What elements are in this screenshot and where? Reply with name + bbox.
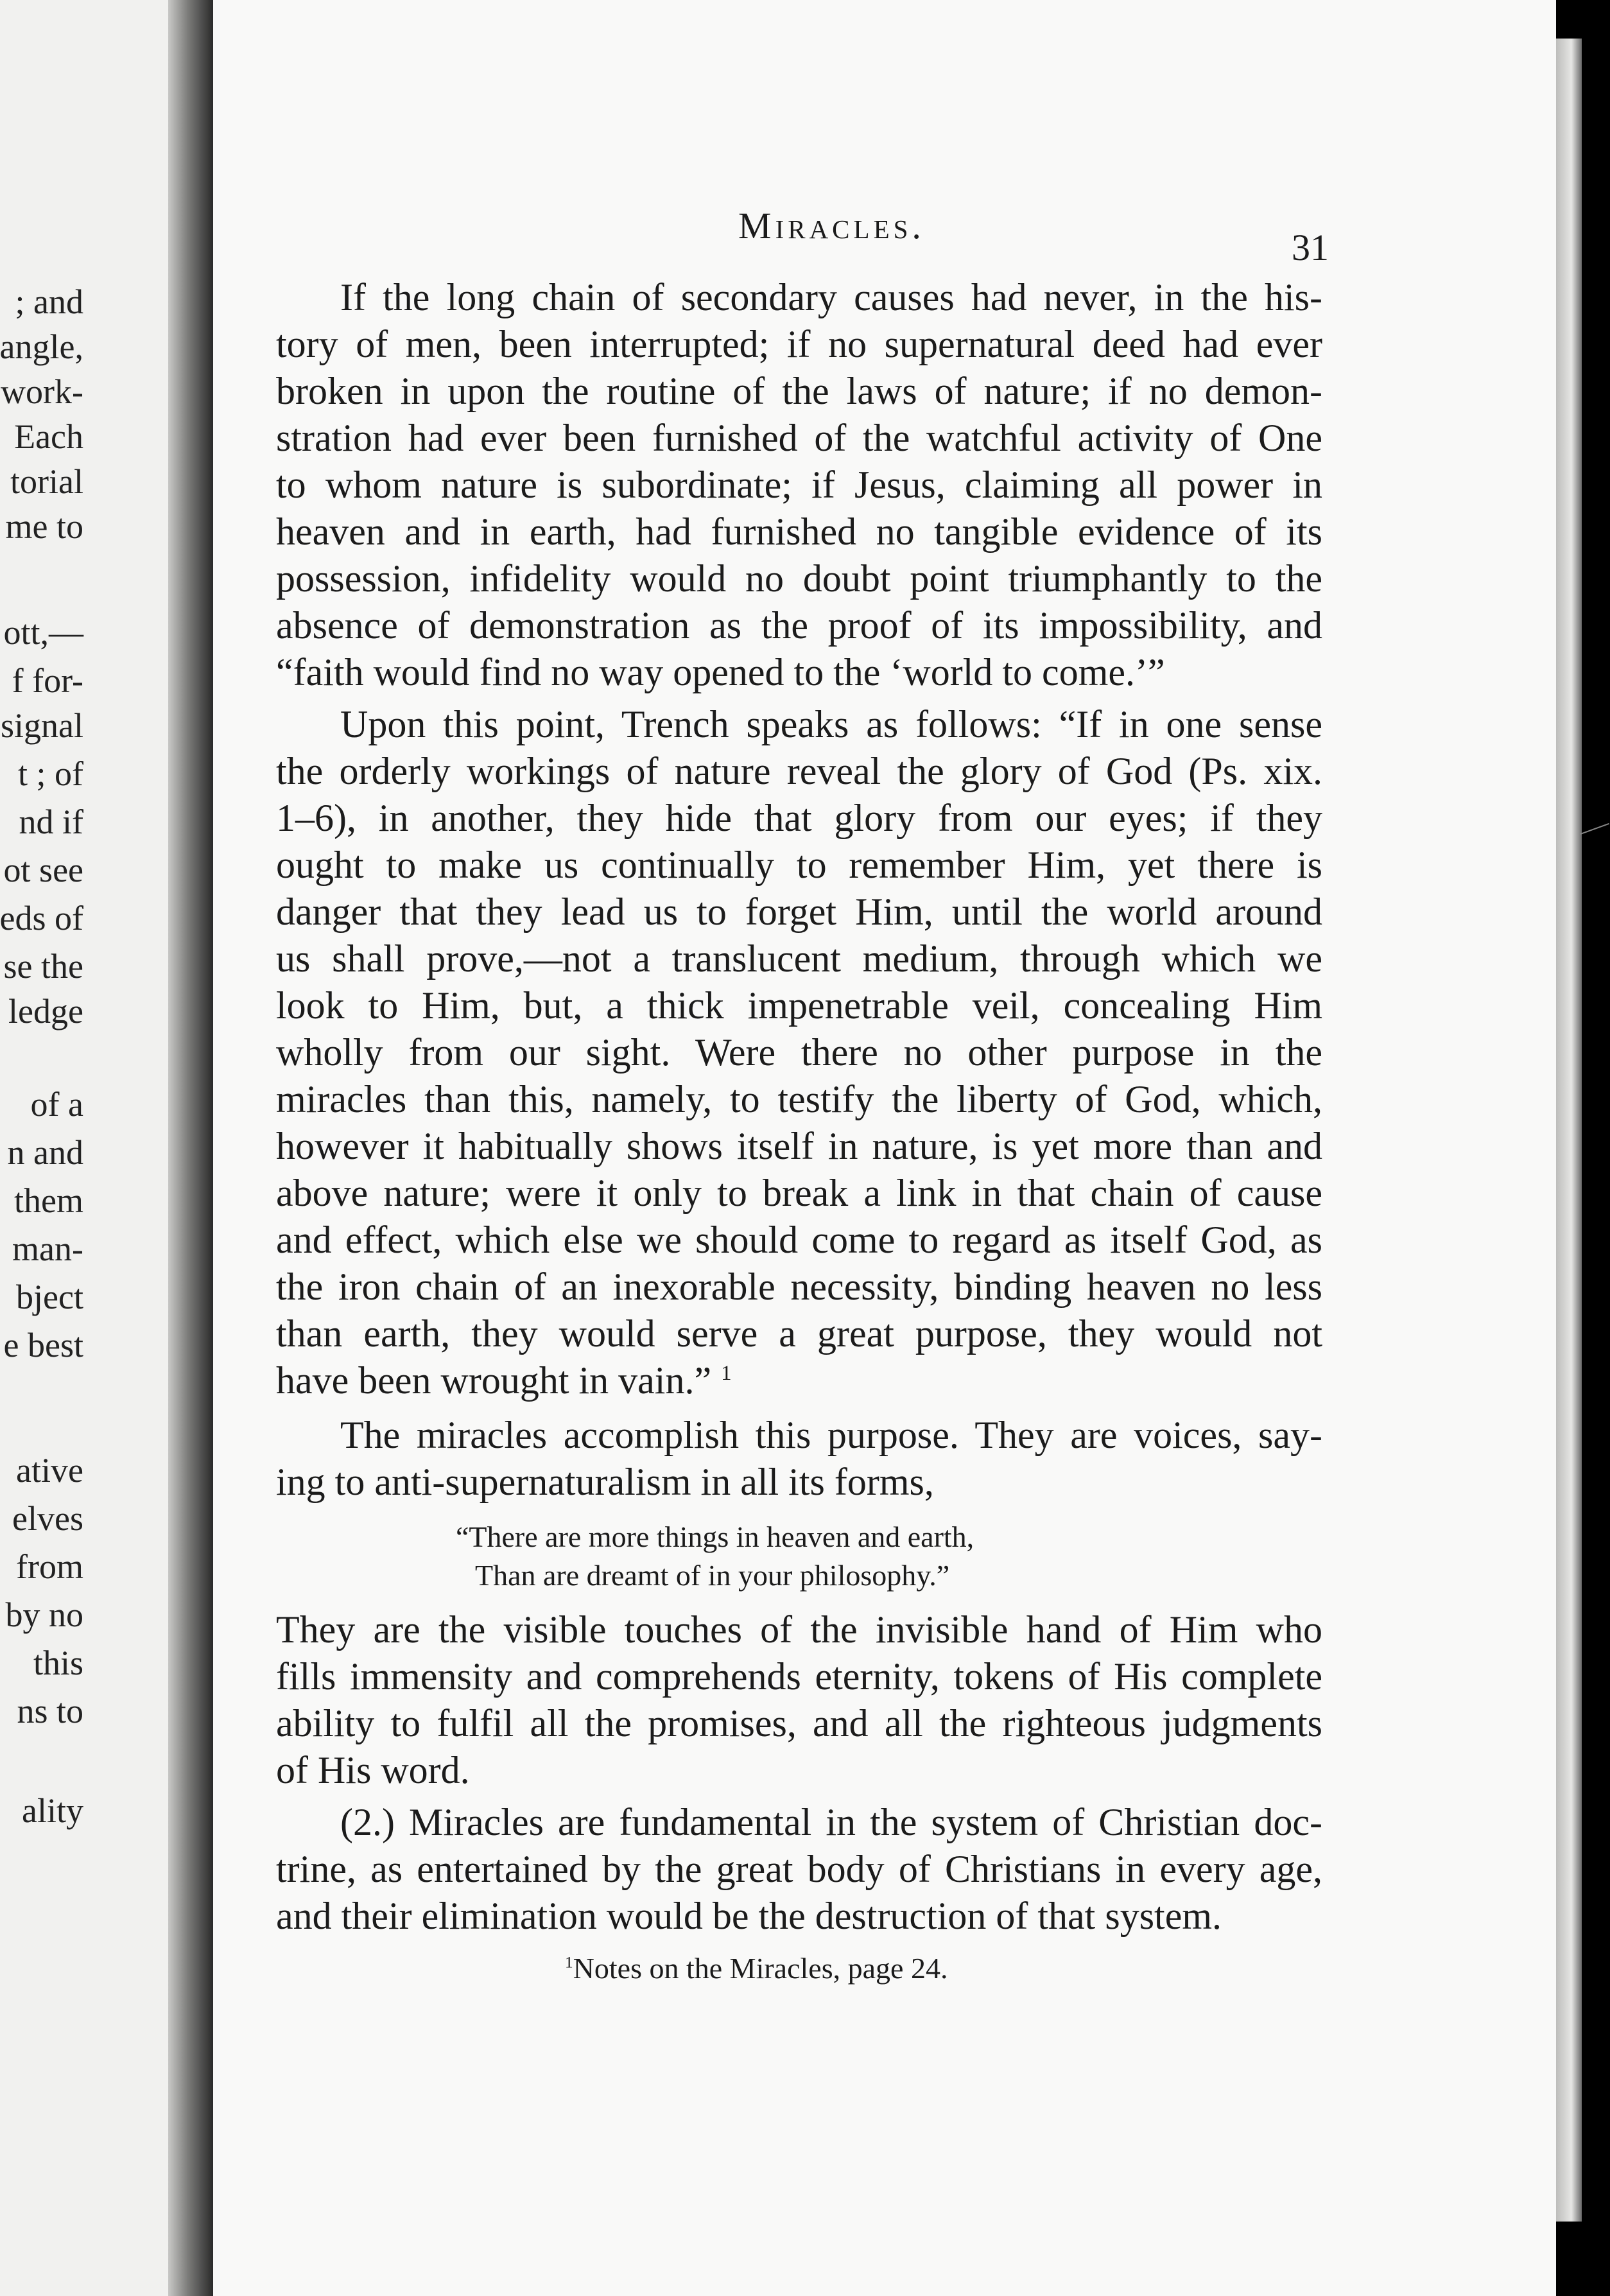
text-line: however it habitually shows itself in nature, is yet more than and: [276, 1125, 1322, 1167]
text-line: stration had ever been furnished of the watchful activity of One: [276, 417, 1322, 459]
verse-line: Than are dreamt of in your philosophy.”: [475, 1559, 950, 1592]
left-page-line: them: [14, 1181, 83, 1220]
footnote-reference: 1: [721, 1362, 732, 1385]
left-page-line: ality: [22, 1791, 83, 1830]
text-line: ing to anti-supernaturalism in all its forms,: [276, 1461, 934, 1503]
text-line: fills immensity and comprehends eternity, tokens of His complete: [276, 1655, 1322, 1698]
text-line: above nature; were it only to break a link in that chain of cause: [276, 1172, 1322, 1214]
text-line: 1–6), in another, they hide that glory from our eyes; if they: [276, 797, 1322, 839]
text-line: tory of men, been interrupted; if no supernatural deed had ever: [276, 323, 1322, 365]
text-line: heaven and in earth, had furnished no tangible evidence of its: [276, 510, 1322, 553]
text-line: trine, as entertained by the great body of Christians in every age,: [276, 1848, 1322, 1890]
running-header: Miracles.: [738, 205, 925, 247]
text-line: wholly from our sight. Were there no other purpose in the: [276, 1031, 1322, 1074]
page-number: 31: [1292, 227, 1329, 268]
text-line: ability to fulfil all the promises, and all the righteous judgments: [276, 1702, 1322, 1744]
text-line: of His word.: [276, 1749, 470, 1791]
left-page-line: ledge: [8, 992, 83, 1031]
left-page-line: elves: [12, 1499, 83, 1538]
left-page-line: ott,—: [3, 613, 83, 652]
text-line: broken in upon the routine of the laws of nature; if no demon-: [276, 370, 1322, 412]
text-line: the iron chain of an inexorable necessity, binding heaven no less: [276, 1265, 1322, 1308]
book-gutter: [168, 0, 213, 2296]
margin-mark: [1580, 823, 1609, 835]
left-page-line: me to: [5, 507, 83, 546]
text-line: ought to make us continually to remember Him, yet there is: [276, 844, 1322, 886]
text-line: the orderly workings of nature reveal the glory of God (Ps. xix.: [276, 750, 1322, 792]
left-page-line: bject: [16, 1278, 83, 1316]
left-page-line: of a: [30, 1085, 83, 1124]
footnote-text: Notes on the Miracles, page 24.: [573, 1952, 948, 1985]
left-page-line: from: [16, 1547, 83, 1586]
left-page-line: angle,: [0, 327, 83, 366]
left-page-line: ative: [16, 1451, 83, 1490]
text-line: and effect, which else we should come to regard as itself God, as: [276, 1219, 1322, 1261]
text-line: “faith would find no way opened to the ‘world to come.’”: [276, 651, 1165, 693]
left-page-line: nd if: [19, 803, 83, 841]
text-line: The miracles accomplish this purpose. They are voices, say-: [340, 1414, 1322, 1456]
left-page-line: by no: [5, 1596, 83, 1634]
text-line: miracles than this, namely, to testify the liberty of God, which,: [276, 1078, 1322, 1120]
left-page-line: ; and: [15, 283, 83, 321]
left-page-line: Each: [14, 417, 83, 456]
text-line: us shall prove,—not a translucent medium, through which we: [276, 937, 1322, 980]
text-line: If the long chain of secondary causes had never, in the his-: [340, 276, 1322, 318]
left-page-line: this: [33, 1644, 83, 1682]
left-page-line: man-: [12, 1230, 83, 1268]
footnote-marker: 1: [565, 1953, 573, 1972]
text-line-with-note: [276, 1359, 732, 1402]
text-line: possession, infidelity would no doubt point triumphantly to the: [276, 557, 1322, 600]
left-page-line: f for-: [12, 661, 83, 700]
text-line: danger that they lead us to forget Him, until the world around: [276, 891, 1322, 933]
left-page-line: se the: [3, 947, 83, 986]
left-page-line: e best: [3, 1326, 83, 1364]
left-page-line: signal: [1, 706, 83, 745]
footnote: [565, 1952, 948, 1985]
left-page-line: ot see: [3, 851, 83, 889]
previous-page-fragment: [0, 0, 180, 2296]
left-page-line: work-: [1, 372, 83, 411]
left-page-line: torial: [10, 462, 83, 501]
text-fragment: have been wrought in vain.”: [276, 1359, 712, 1402]
text-line: look to Him, but, a thick impenetrable veil, concealing Him: [276, 984, 1322, 1027]
text-line: They are the visible touches of the invisible hand of Him who: [276, 1608, 1322, 1651]
page-edge: [1556, 39, 1582, 2222]
left-page-line: t ; of: [18, 754, 83, 793]
text-line: to whom nature is subordinate; if Jesus, claiming all power in: [276, 464, 1322, 506]
left-page-line: ns to: [17, 1692, 83, 1730]
text-line: absence of demonstration as the proof of its impossibility, and: [276, 604, 1322, 647]
text-line: than earth, they would serve a great purpose, they would not: [276, 1312, 1322, 1355]
text-line: Upon this point, Trench speaks as follows: “If in one sense: [340, 703, 1322, 745]
text-line: (2.) Miracles are fundamental in the system of Christian doc-: [340, 1801, 1322, 1843]
text-line: and their elimination would be the destruction of that system.: [276, 1895, 1222, 1937]
left-page-line: n and: [7, 1133, 83, 1172]
left-page-line: eds of: [0, 899, 83, 937]
verse-line: “There are more things in heaven and earth,: [456, 1520, 974, 1553]
